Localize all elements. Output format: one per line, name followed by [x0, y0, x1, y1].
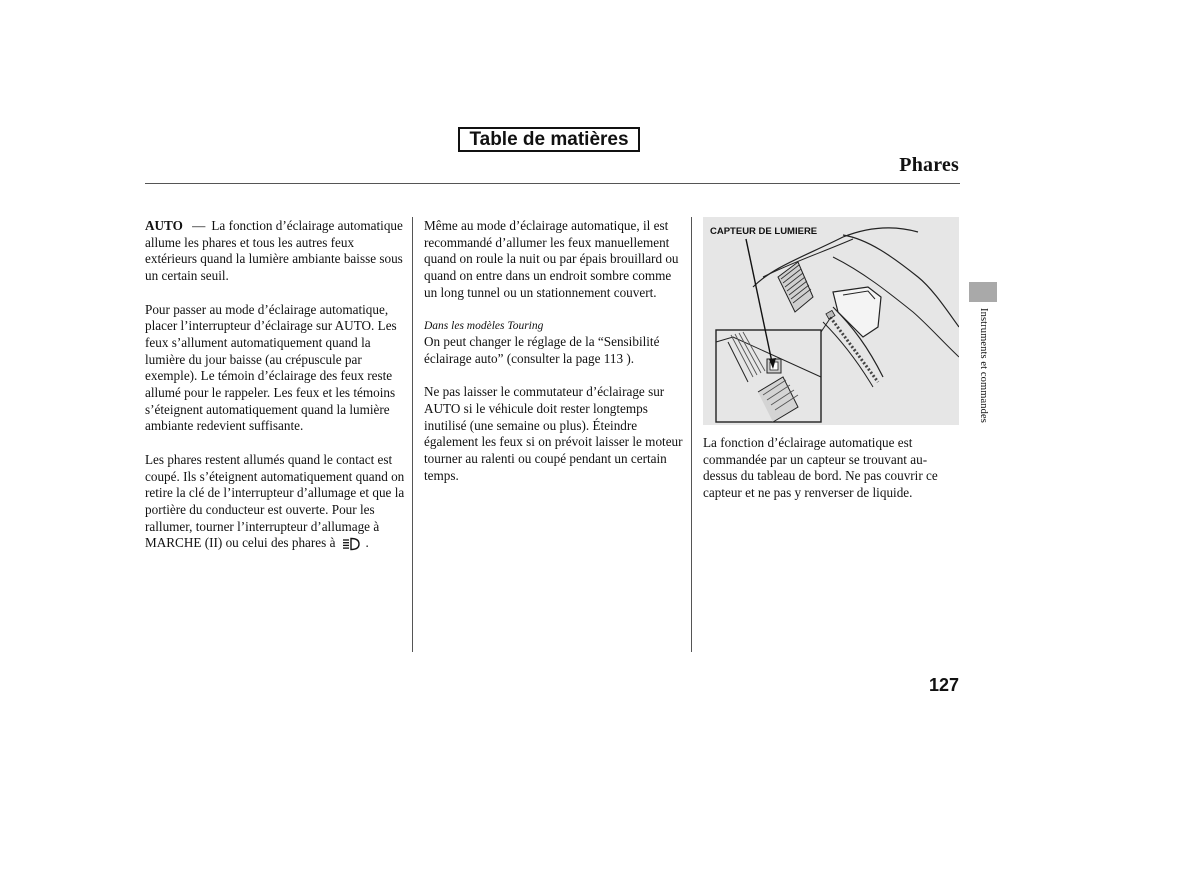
sensitivity-paragraph: On peut changer le réglage de la “Sensibilité éclairage auto” (consulter la page 113 ).	[424, 334, 660, 366]
sensor-paragraph: La fonction d’éclairage automatique est commandée par un capteur se trouvant au-dessus du tableau de bord. Ne pas couvrir ce capteur et ne pas y renverser de liquide.	[703, 435, 938, 501]
chapter-tab-label: Instruments et commandes	[978, 308, 989, 423]
chapter-tab-marker[interactable]	[969, 282, 997, 302]
light-sensor-figure	[703, 217, 959, 425]
page-number: 127	[928, 675, 959, 695]
auto-dash: —	[192, 218, 206, 233]
headlights-on-paragraph	[145, 452, 407, 552]
light-sensor-callout-label: CAPTEUR DE LUMIERE	[710, 226, 818, 237]
table-of-contents-button[interactable]: Table de matières	[458, 127, 640, 152]
auto-mode-paragraph: Pour passer au mode d’éclairage automatique, placer l’interrupteur d’éclairage sur AUTO. Les feux s’allument automatiquement quand la lumière du jour baisse (au crépuscule par exemple). Le témoin d’éclairage des feux reste allumé pour le rappeler. Les feux et les témoins s’éteignent automatiquement quand la lumière ambiante redevient suffisante.	[145, 301, 397, 434]
auto-paragraph	[145, 218, 407, 285]
page-title: Phares	[899, 154, 959, 176]
touring-subhead: Dans les modèles Touring	[424, 320, 544, 333]
manual-lights-paragraph: Même au mode d’éclairage automatique, il est recommandé d’allumer les feux manuellement quand on roule la nuit ou par épais brouillard ou quand on entre dans un endroit sombre comme un long tunnel ou un stationnement couvert.	[424, 218, 679, 300]
auto-term: AUTO	[145, 218, 183, 233]
column-divider-2	[691, 217, 692, 652]
auto-text: La fonction d’éclairage automatique allume les phares et tous les autres feux extérieurs quand la lumière ambiante baisse sous un certain seuil.	[145, 218, 403, 284]
headlight-symbol-icon	[341, 537, 361, 551]
column-3	[703, 435, 959, 502]
column-divider-1	[412, 217, 413, 652]
headlights-on-text: Les phares restent allumés quand le contact est coupé. Ils s’éteignent automatiquement quand on retire la clé de l’interrupteur d’allumage et que la portière du conducteur est ouverte. Pour les rallumer, tourner l’interrupteur d’allumage à MARCHE (II) ou celui des phares à	[145, 451, 405, 551]
header-divider	[145, 183, 960, 184]
headlights-on-end: .	[365, 535, 369, 551]
column-1	[145, 218, 407, 552]
column-2	[424, 218, 686, 485]
dashboard-illustration	[703, 217, 959, 425]
storage-warning-paragraph: Ne pas laisser le commutateur d’éclairage sur AUTO si le véhicule doit rester longtemps inutilisé (une semaine ou plus). Éteindre également les feux si on prévoit laisser le moteur tourner au ralenti ou coupé pendant un certain temps.	[424, 384, 683, 483]
